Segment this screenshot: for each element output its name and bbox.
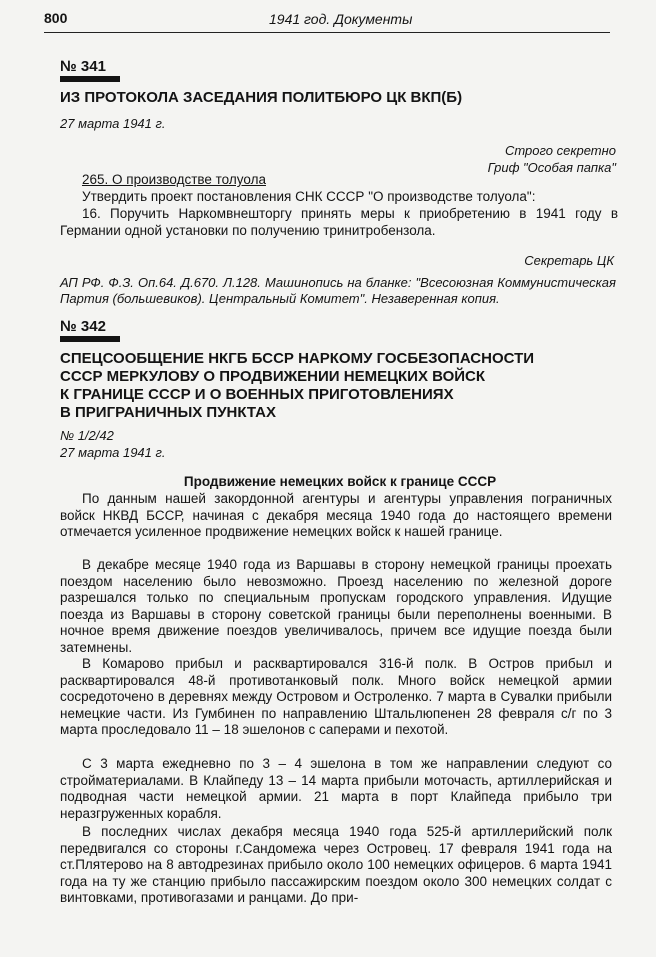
doc342-paragraph: В Комарово прибыл и расквартировался 316-й полк. В Остров прибыл и расквартировался 48-й противотанковый полк. Много войск немецкой армии сосредоточено в деревнях между Островом и Остроленко. 7 марта в Сувалки прибыли немецкие части. Из Гумбинен по направлению Штальлюпенен 28 февраля с/г по 3 марта проследовало 11 – 18 эшелонов с саперами и пехотой. [60,656,612,737]
doc341-title: ИЗ ПРОТОКОЛА ЗАСЕДАНИЯ ПОЛИТБЮРО ЦК ВКП(Б) [60,89,463,106]
doc341-signature: Секретарь ЦК [524,253,614,268]
running-header [44,10,610,33]
page-number: 800 [44,10,68,26]
running-title: 1941 год. Документы [269,11,413,27]
doc342-paragraph: В декабре месяце 1940 года из Варшавы в сторону немецкой границы проехать поездом населению было невозможно. Проезд населению по железной дороге разрешался только по специальным пропускам городского управления. Идущие поезда из Варшавы в сторону советской границы были переполнены военными. В ночное время движение поездов увеличивалось, причем все идущие поезда были затемнены. [60,557,612,655]
doc341-item-heading: 265. О производстве толуола [82,172,266,187]
archive-note: АП РФ. Ф.З. Оп.64. Д.670. Л.128. Машинопись на бланке: "Всесоюзная Коммунистическая Партия (большевиков). Центральный Комитет". Незаверенная копия. [60,275,616,306]
doc342-paragraph: В последних числах декабря месяца 1940 года 525-й артиллерийский полк передвигался со стороны г.Сандомежа через Островец. 17 февраля 1941 года на ст.Плятерово на 8 автодрезинах прибыло около 100 немецких офицеров. 6 марта 1941 года на ту же станцию прибыло пассажирским поездом около 300 немецких солдат с винтовками, противогазами и ранцами. До при- [60,824,612,905]
doc342-subheading: Продвижение немецких войск к границе СССР [183,474,497,489]
doc342-title-line: В ПРИГРАНИЧНЫХ ПУНКТАХ [60,404,276,421]
secrecy-stamp-line2: Гриф "Особая папка" [487,160,616,175]
doc342-number: № 342 [60,318,106,335]
secrecy-stamp-line1: Строго секретно [504,143,616,158]
doc342-ref-number: № 1/2/42 [60,428,114,443]
doc341-number-bar [60,76,120,82]
doc341-date: 27 марта 1941 г. [60,116,166,131]
doc342-paragraph: По данным нашей закордонной агентуры и агентуры управления пограничных войск НКВД БССР, начиная с декабря месяца 1940 года до настоящего времени отмечается усиленное продвижение немецких войск к нашей границе. [60,491,612,539]
doc342-title-line: К ГРАНИЦЕ СССР И О ВОЕННЫХ ПРИГОТОВЛЕНИЯХ [60,386,454,403]
doc342-title-line: СПЕЦСООБЩЕНИЕ НКГБ БССР НАРКОМУ ГОСБЕЗОПАСНОСТИ [60,350,535,367]
doc341-para2: 16. Поручить Наркомвнешторгу принять меры к приобретению в 1941 году в Германии одной установки по получению тринитробензола. [60,206,618,238]
doc342-date: 27 марта 1941 г. [60,445,166,460]
doc342-title [60,350,620,422]
doc342-number-bar [60,336,120,342]
doc341-para1: Утвердить проект постановления СНК СССР "О производстве толуола": [82,189,536,204]
doc342-paragraph: С 3 марта ежедневно по 3 – 4 эшелона в том же направлении следуют со стройматериалами. В Клайпеду 13 – 14 марта прибыли моточасть, артиллерийская и подводная части немецкой армии. 21 марта в порт Клайпеда прибыло три неразгруженных корабля. [60,756,612,821]
doc341-number: № 341 [60,58,106,75]
doc342-title-line: СССР МЕРКУЛОВУ О ПРОДВИЖЕНИИ НЕМЕЦКИХ ВОЙСК [60,368,486,385]
